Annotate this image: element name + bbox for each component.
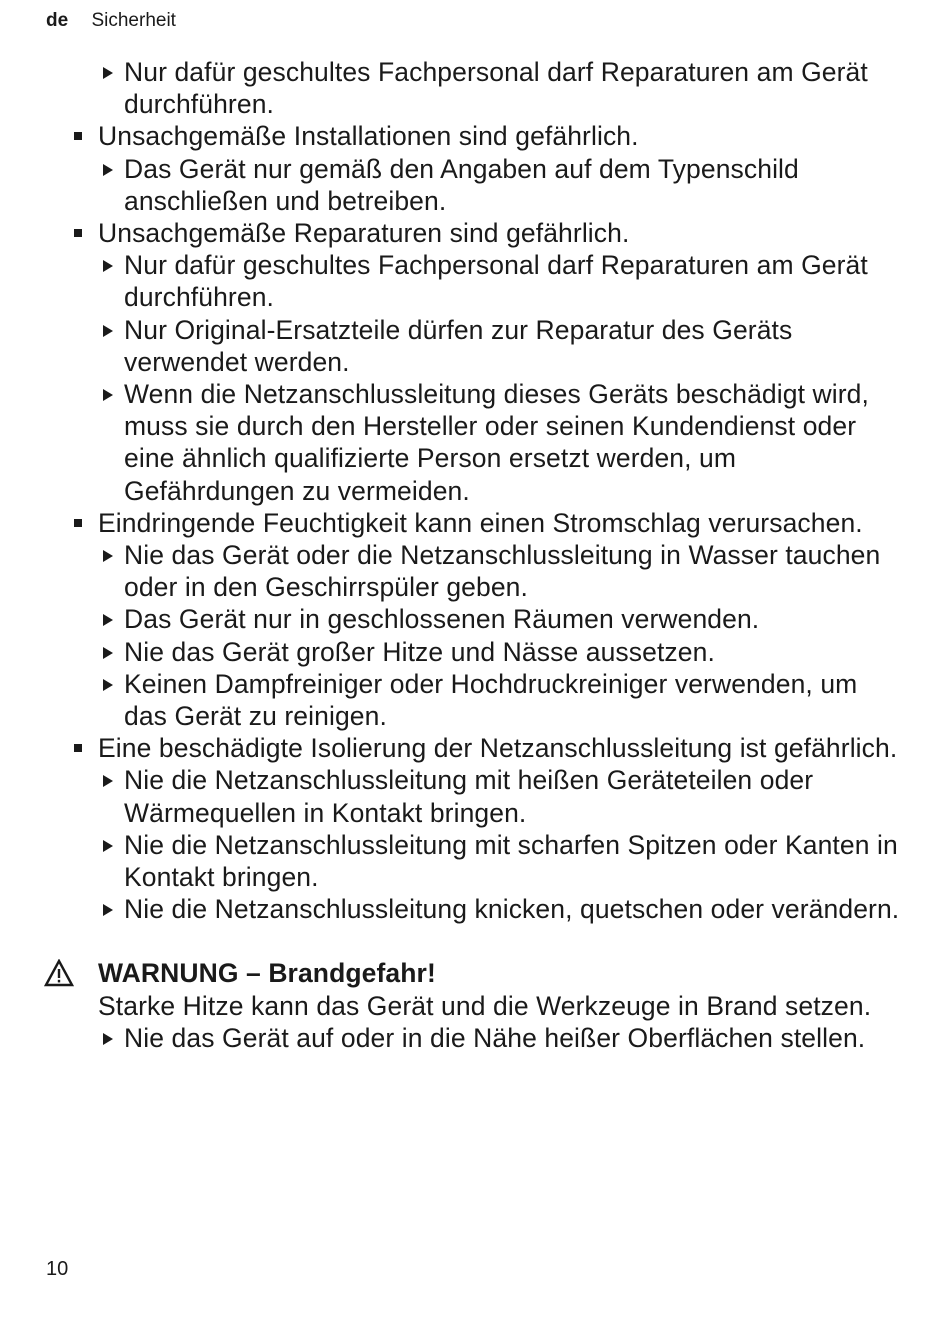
- instruction-item: Nie das Gerät oder die Netzanschlussleitung in Wasser tauchen oder in den Geschirrspüler geben.: [72, 539, 902, 603]
- page-header: [46, 10, 176, 32]
- warning-title: WARNUNG – Brandgefahr!: [98, 958, 436, 989]
- page-number: 10: [46, 1258, 69, 1280]
- warning-text: Starke Hitze kann das Gerät und die Werkzeuge in Brand setzen.: [98, 990, 872, 1021]
- instruction-item: Nie die Netzanschlussleitung mit scharfen Spitzen oder Kanten in Kontakt bringen.: [72, 829, 902, 893]
- hazard-item: Eine beschädigte Isolierung der Netzanschlussleitung ist gefährlich.: [72, 732, 902, 764]
- instruction-item: Nur dafür geschultes Fachpersonal darf Reparaturen am Gerät durchführen.: [72, 56, 902, 120]
- section-title: Sicherheit: [91, 10, 176, 31]
- instruction-item: Nur Original-Ersatzteile dürfen zur Reparatur des Geräts verwendet werden.: [72, 314, 902, 378]
- instruction-item: Das Gerät nur in geschlossenen Räumen verwenden.: [72, 603, 902, 635]
- warning-heading: [72, 957, 902, 989]
- instruction-item: Nur dafür geschultes Fachpersonal darf Reparaturen am Gerät durchführen.: [72, 249, 902, 313]
- instruction-item: Nie die Netzanschlussleitung knicken, quetschen oder verändern.: [72, 893, 902, 925]
- instruction-item: Keinen Dampfreiniger oder Hochdruckreiniger verwenden, um das Gerät zu reinigen.: [72, 668, 902, 732]
- hazard-item: Unsachgemäße Installationen sind gefährlich.: [72, 120, 902, 152]
- safety-content: [72, 56, 902, 1054]
- warning-triangle-icon: [44, 959, 74, 987]
- instruction-item: Nie das Gerät auf oder in die Nähe heißer Oberflächen stellen.: [72, 1022, 902, 1054]
- instruction-item: Nie das Gerät großer Hitze und Nässe aussetzen.: [72, 636, 902, 668]
- hazard-item: Unsachgemäße Reparaturen sind gefährlich.: [72, 217, 902, 249]
- instruction-item: Nie die Netzanschlussleitung mit heißen Geräteteilen oder Wärmequellen in Kontakt bringen.: [72, 764, 902, 828]
- hazard-item: Eindringende Feuchtigkeit kann einen Stromschlag verursachen.: [72, 507, 902, 539]
- fire-warning: [72, 957, 902, 1054]
- instruction-item: Wenn die Netzanschlussleitung dieses Geräts beschädigt wird, muss sie durch den Hersteller oder seinen Kundendienst oder eine ähnlich qualifizierte Person ersetzt werden, um Gefährdungen zu vermeiden.: [72, 378, 902, 507]
- instruction-item: Das Gerät nur gemäß den Angaben auf dem Typenschild anschließen und betreiben.: [72, 153, 902, 217]
- language-code: de: [46, 10, 69, 31]
